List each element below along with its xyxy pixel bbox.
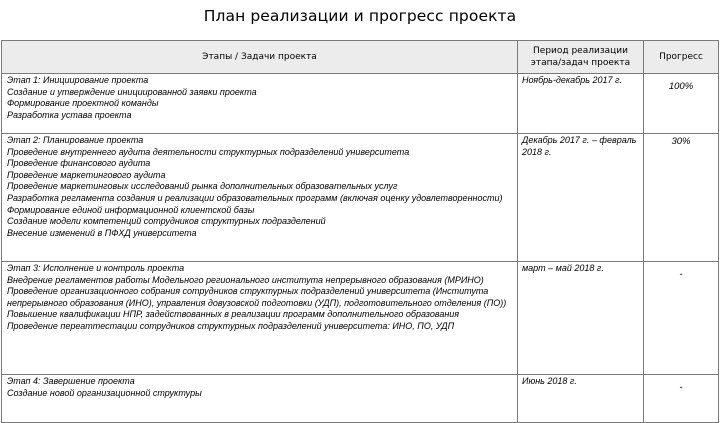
progress-cell: 30%	[644, 134, 719, 262]
stage-cell	[2, 74, 518, 134]
table-row	[2, 262, 719, 375]
stage-cell	[2, 262, 518, 375]
task-item: Проведение переаттестации сотрудников структурных подразделений университета: ИНО, ПО, УДП	[7, 320, 455, 331]
progress-cell: -	[644, 262, 719, 375]
task-item: Создание новой организационной структуры	[7, 387, 202, 398]
progress-cell: 100%	[644, 74, 719, 134]
table-row	[2, 74, 719, 134]
header-stages: Этапы / Задачи проекта	[2, 41, 518, 74]
period-cell: март – май 2018 г.	[518, 262, 644, 375]
task-item: Создание и утверждение инициированной заявки проекта	[7, 86, 257, 97]
table-row	[2, 134, 719, 262]
stage-title: Этап 1: Инициирование проекта	[7, 75, 149, 85]
task-item: Проведение организационного собрания сотрудников структурных подразделений университета (Института непрерывного образования (ИНО), управления довузовской подготовки (УДП), подготовительного отделения (ПО))	[7, 286, 507, 308]
task-item: Проведение финансового аудита	[7, 158, 151, 169]
task-item: Создание модели компетенций сотрудников структурных подразделений	[7, 216, 326, 227]
task-item: Формирование проектной команды	[7, 98, 159, 109]
stage-title: Этап 4: Завершение проекта	[7, 376, 135, 386]
task-item: Проведение внутреннего аудита деятельности структурных подразделений университета	[7, 146, 410, 157]
table-row	[2, 375, 719, 423]
table-header-row	[2, 41, 719, 74]
period-cell: Ноябрь-декабрь 2017 г.	[518, 74, 644, 134]
task-item: Проведение маркетингового аудита	[7, 169, 166, 180]
header-period: Период реализации этапа/задач проекта	[518, 41, 644, 74]
progress-cell: -	[644, 375, 719, 423]
header-progress: Прогресс	[644, 41, 719, 74]
page-title: План реализации и прогресс проекта	[203, 7, 517, 25]
task-item: Повышение квалификации НПР, задействованных в реализации программ дополнительного образования	[7, 309, 460, 320]
period-cell: Июнь 2018 г.	[518, 375, 644, 423]
task-item: Проведение маркетинговых исследований рынка дополнительных образовательных услуг	[7, 181, 398, 192]
stage-cell	[2, 375, 518, 423]
stage-title: Этап 3: Исполнение и контроль проекта	[7, 263, 185, 273]
period-cell: Декабрь 2017 г. – февраль 2018 г.	[518, 134, 644, 262]
task-item: Формирование единой информационной клиентской базы	[7, 204, 255, 215]
stage-cell	[2, 134, 518, 262]
task-item: Внесение изменений в ПФХД университета	[7, 227, 197, 238]
stage-title: Этап 2: Планирование проекта	[7, 135, 144, 145]
project-plan-table	[1, 40, 719, 423]
task-item: Разработка устава проекта	[7, 109, 132, 120]
task-item: Разработка регламента создания и реализации образовательных программ (включая оценку удовлетворенности)	[7, 192, 503, 203]
task-item: Внедрение регламентов работы Модельного регионального института непрерывного образования (МРИНО)	[7, 274, 484, 285]
